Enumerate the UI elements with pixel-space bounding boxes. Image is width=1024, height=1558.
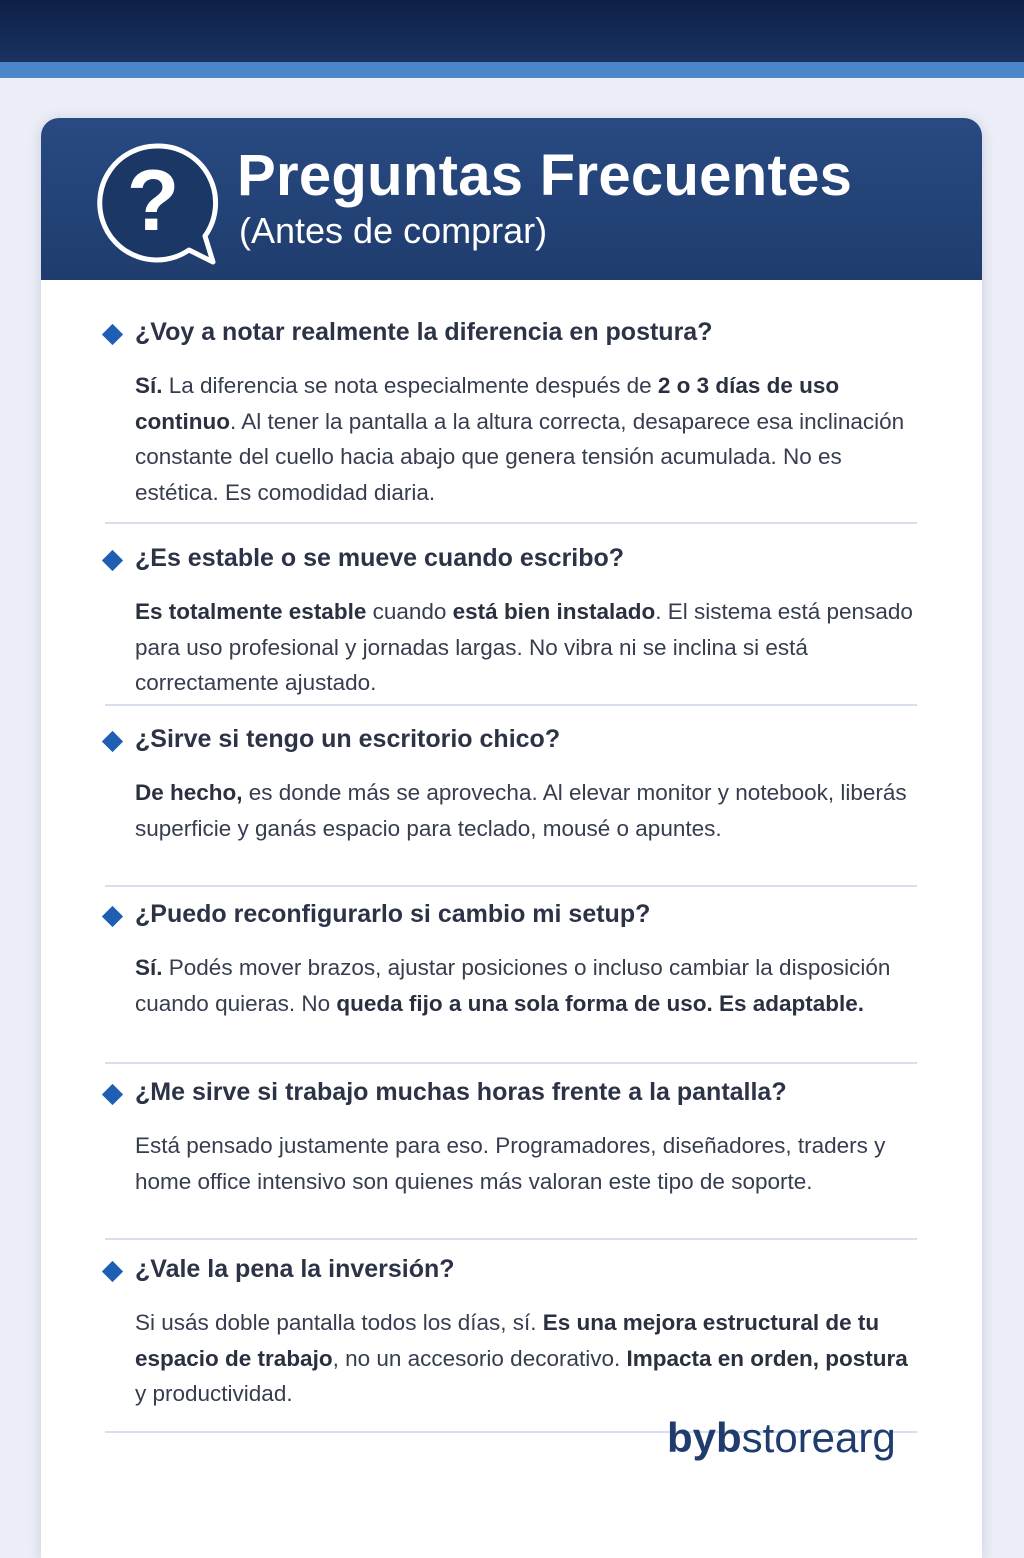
diamond-bullet-icon — [102, 731, 123, 752]
answer-segment: Impacta en orden, postura — [626, 1345, 908, 1371]
diamond-bullet-icon — [102, 1261, 123, 1282]
faq-question: ¿Vale la pena la inversión? — [135, 1255, 455, 1283]
faq-answer — [135, 775, 925, 846]
page-subtitle: (Antes de comprar) — [239, 210, 548, 251]
top-band — [0, 0, 1024, 62]
top-accent-line — [0, 62, 1024, 78]
answer-segment: De hecho, — [135, 780, 243, 805]
answer-segment: está bien instalado — [452, 599, 656, 624]
brand-logo: bybstorearg — [667, 1414, 896, 1461]
faq-item — [105, 318, 917, 524]
faq-answer — [135, 950, 925, 1021]
faq-answer — [135, 594, 925, 701]
answer-segment: Está pensado justamente para eso. Programadores, diseñadores, traders y home office intensivo son quienes más valoran este tipo de soporte. — [135, 1133, 886, 1194]
answer-segment: queda fijo a una sola forma de uso. Es adaptable. — [336, 990, 865, 1016]
diamond-bullet-icon — [102, 1084, 123, 1105]
answer-segment: Podés mover brazos, ajustar posiciones o incluso cambiar la disposición cuando quieras. No — [135, 955, 891, 1016]
faq-question: ¿Es estable o se mueve cuando escribo? — [135, 544, 625, 572]
faq-item — [105, 544, 917, 706]
question-bubble-icon — [93, 140, 219, 266]
answer-segment: La diferencia se nota especialmente después de — [162, 373, 658, 398]
faq-question: ¿Me sirve si trabajo muchas horas frente a la pantalla? — [135, 1078, 787, 1106]
faq-question: ¿Voy a notar realmente la diferencia en postura? — [135, 318, 713, 346]
faq-item — [105, 1255, 917, 1433]
answer-segment: cuando — [366, 599, 453, 624]
diamond-bullet-icon — [102, 324, 123, 345]
faq-item — [105, 1078, 917, 1240]
svg-text:?: ? — [126, 153, 180, 249]
faq-answer — [135, 1305, 925, 1412]
faq-item — [105, 725, 917, 887]
diamond-bullet-icon — [102, 906, 123, 927]
faq-answer — [135, 368, 925, 510]
answer-segment: Sí. — [135, 955, 163, 980]
answer-segment: es donde más se aprovecha. Al elevar monitor y notebook, liberás superficie y ganás espacio para teclado, mousé o apuntes. — [135, 780, 907, 841]
answer-segment: Sí. — [135, 373, 163, 398]
page-title: Preguntas Frecuentes — [237, 143, 853, 208]
answer-segment: Es una mejora estructural de tu espacio de trabajo — [135, 1310, 880, 1371]
answer-segment: y productividad. — [135, 1381, 293, 1406]
card-header — [41, 118, 982, 280]
answer-segment: . Al tener la pantalla a la altura correcta, desaparece esa inclinación constante del cuello hacia abajo que genera tensión acumulada. No es estética. Es comodidad diaria. — [135, 408, 905, 505]
faq-question: ¿Sirve si tengo un escritorio chico? — [135, 725, 561, 753]
diamond-bullet-icon — [102, 550, 123, 571]
answer-segment: 2 o 3 días de uso continuo — [135, 373, 840, 434]
faq-card — [41, 118, 982, 1558]
answer-segment: Es totalmente estable — [135, 599, 367, 624]
faq-question: ¿Puedo reconfigurarlo si cambio mi setup? — [135, 900, 651, 928]
answer-segment: , no un accesorio decorativo. — [332, 1345, 627, 1371]
faq-answer — [135, 1128, 925, 1199]
answer-segment: Si usás doble pantalla todos los días, sí. — [135, 1310, 543, 1335]
faq-item — [105, 900, 917, 1064]
answer-segment: . El sistema está pensado para uso profesional y jornadas largas. No vibra ni se inclina si está correctamente ajustado. — [135, 599, 913, 695]
